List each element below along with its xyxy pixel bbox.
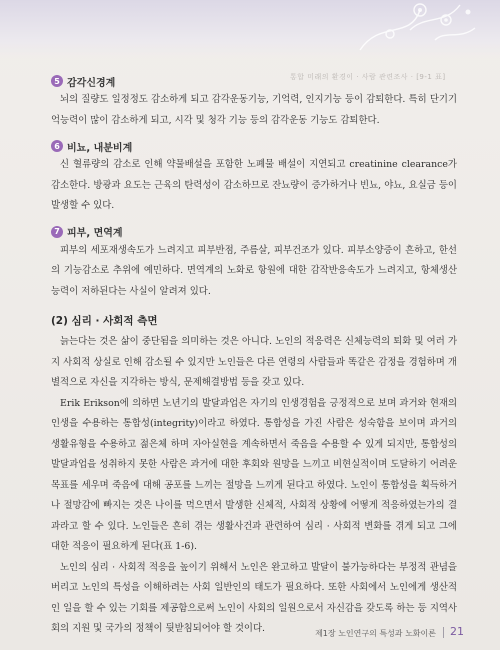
body-paragraph: 늙는다는 것은 삶이 중단됨을 의미하는 것은 아니다. 노인의 적응력은 신체능력의 퇴화 및 여러 가지 사회적 상실로 인해 감소될 수 있지만 노인들은 다른 연령의 사람들과 똑같은 감정을 경험하며 개별적으로 자신을 지각하는 방식, 문제해결방법 등을 갖고 있다. xyxy=(51,336,457,388)
faint-running-header: 통합 미래의 환경이 · 사람 관련조사 · [9-1 표] xyxy=(290,73,446,81)
page-footer xyxy=(0,624,500,644)
section-number-badge: 7 xyxy=(51,226,63,238)
section-paragraph: 뇌의 질량도 일정정도 감소하게 되고 감각운동기능, 기억력, 인지기능 등이 감퇴한다. 특히 단기기억능력이 많이 감소하게 되고, 시각 및 청각 기능 등의 감각운동 기능도 감퇴한다. xyxy=(51,94,457,126)
section-title: 비뇨, 내분비계 xyxy=(67,142,133,154)
floral-header-decoration xyxy=(0,0,500,58)
section-heading-sensory xyxy=(51,72,457,90)
body-paragraph: Erik Erikson에 의하면 노년기의 발달과업은 자기의 인생경험을 긍정적으로 보며 과거와 현재의 인생을 수용하는 통합성(integrity)이라고 하였다. 통합성을 가진 사람은 성숙함을 보이며 과거의 생활유형을 수용하고 젊은체 하며 자아실현을 계속하면서 죽음을 수용할 수 있게 되지만, 통합성의 발달과업을 성취하지 못한 사람은 과거에 대한 후회와 원망을 느끼고 비현실적이며 도달하기 어려운 목표를 세우며 죽음에 대해 공포를 느끼는 절망을 느끼게 된다고 하였다. 노인이 통합성을 획득하거나 절망감에 빠지는 것은 나이를 먹으면서 발생한 신체적, 사회적 상황에 어떻게 적응하였는가의 결과라고 할 수 있다. 노인들은 흔히 겪는 생활사건과 관련하여 심리 · 사회적 변화를 겪게 되고 그에 대한 적응이 필요하게 된다(표 1-6). xyxy=(51,397,457,552)
section-paragraph: 피부의 세포재생속도가 느려지고 피부반점, 주름살, 피부건조가 있다. 피부소양증이 흔하고, 한선의 기능감소로 추위에 예민하다. 면역계의 노화로 항원에 대한 감작반응속도가 느려지고, 항체생산능력이 저하된다는 사실이 알려져 있다. xyxy=(51,244,457,297)
footer-divider xyxy=(443,627,444,638)
section-paragraph: 신 혈류량의 감소로 인해 약물배설을 포함한 노폐물 배설이 지연되고 creatinine clearance가 감소한다. 방광과 요도는 근육의 탄력성이 감소하므로 잔뇨량이 증가하거나 빈뇨, 야뇨, 요실금 등이 발생할 수 있다. xyxy=(51,159,457,211)
chapter-title: 제1장 노인연구의 특성과 노화이론 xyxy=(315,629,436,638)
subsection-title: (2) 심리 · 사회적 측면 xyxy=(51,315,158,327)
body-paragraph: 노인의 심리 · 사회적 적응을 높이기 위해서 노인은 완고하고 발달이 불가능하다는 부정적 관념을 버리고 노인의 특성을 이해하려는 사회 일반인의 태도가 필요하다. 또한 사회에서 노인에게 생산적인 일을 할 수 있는 기회를 제공함으로써 노인이 사회의 일원으로서 자신감을 갖도록 하는 등 지역사회의 지원 및 국가의 정책이 뒷받침되어야 할 것이다. xyxy=(51,561,457,634)
section-number-badge: 5 xyxy=(51,75,63,87)
page-content xyxy=(51,72,457,640)
page-number: 21 xyxy=(450,625,464,638)
section-title: 감각신경계 xyxy=(67,77,116,89)
section-heading-skin xyxy=(51,223,457,241)
floral-ornament-icon xyxy=(350,0,480,58)
section-number-badge: 6 xyxy=(51,140,63,152)
section-title: 피부, 면역계 xyxy=(67,228,123,239)
section-heading-urinary xyxy=(51,137,457,155)
